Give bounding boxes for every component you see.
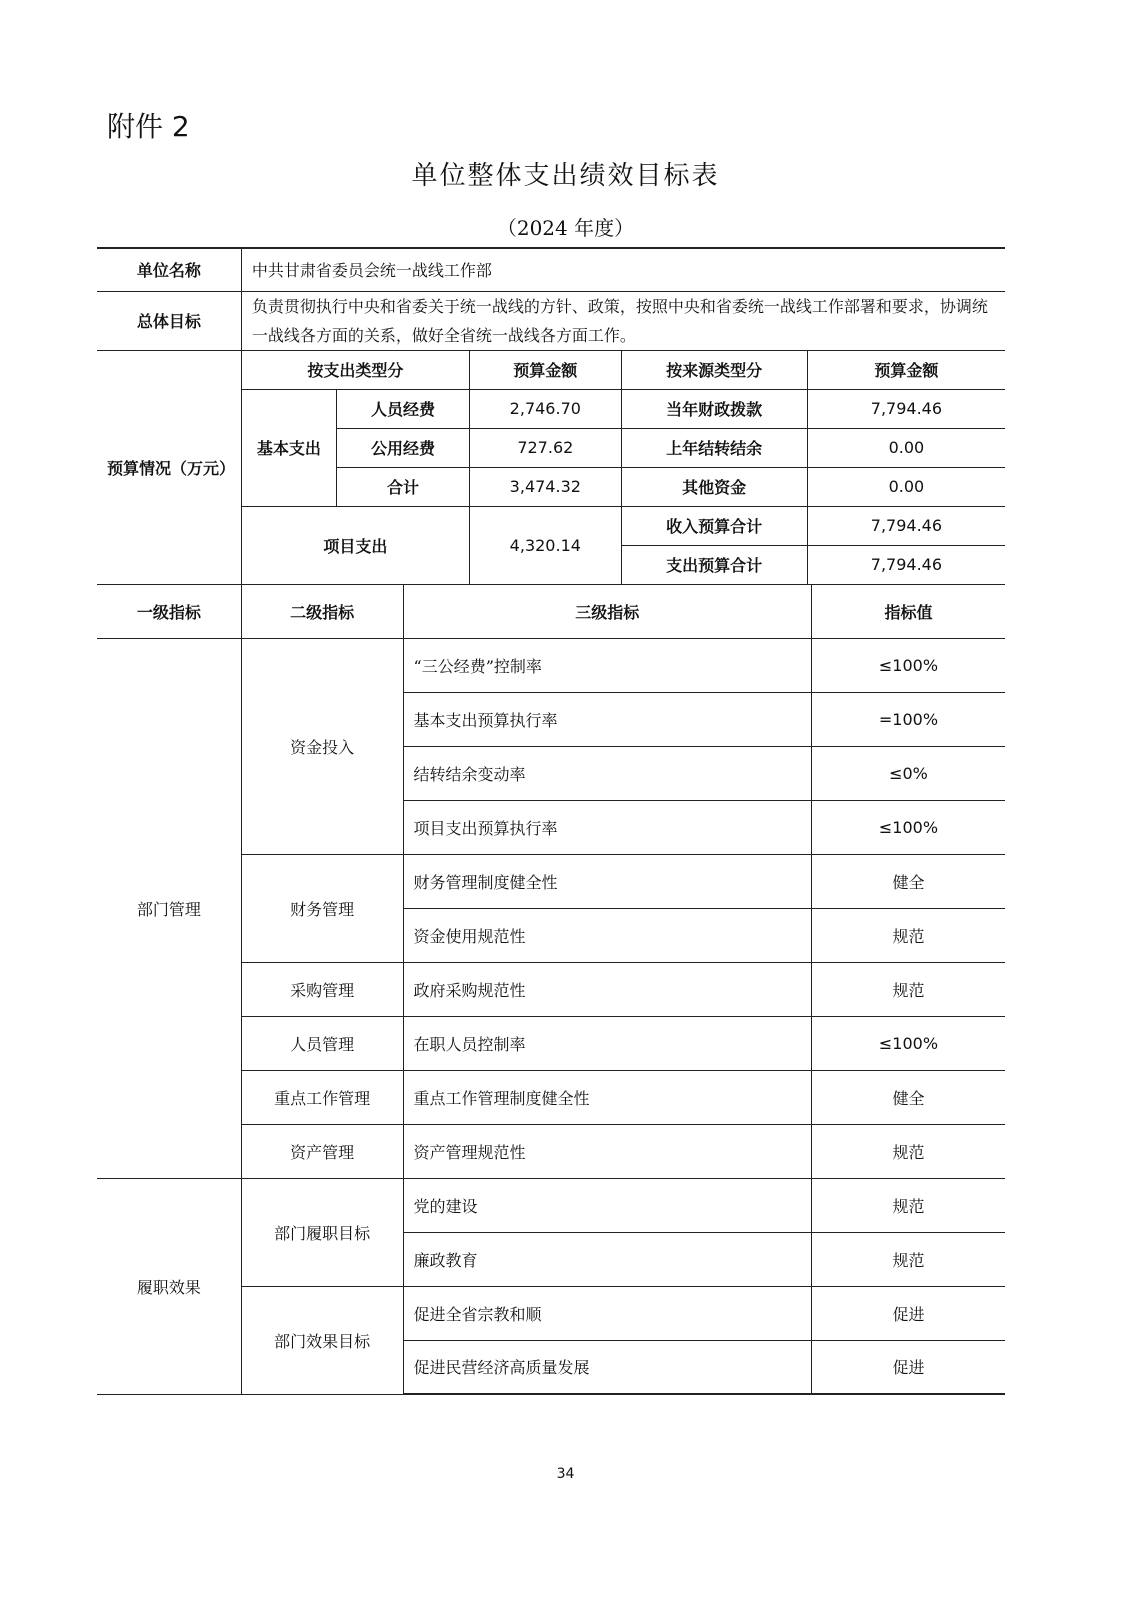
unit-label: 单位名称 — [97, 248, 241, 291]
budget-header-type: 按支出类型分 — [241, 350, 469, 389]
level2-duty: 部门履职目标 — [241, 1178, 403, 1286]
level2-keywork: 重点工作管理 — [241, 1070, 403, 1124]
page-title: 单位整体支出绩效目标表 — [411, 161, 720, 191]
budget-source-amount: 0.00 — [807, 467, 1005, 506]
page-number: 34 — [556, 1466, 575, 1482]
level2-assets: 资产管理 — [241, 1124, 403, 1178]
indicator-value: ≤0% — [811, 746, 1005, 800]
indicator-row — [97, 638, 1005, 692]
budget-source-name: 当年财政拨款 — [621, 389, 807, 428]
level3-name: 资金使用规范性 — [403, 908, 811, 962]
goal-value: 负责贯彻执行中央和省委关于统一战线的方针、政策，按照中央和省委统一战线工作部署和要求，协调统一战线各方面的关系，做好全省统一战线各方面工作。 — [241, 291, 1005, 350]
level3-name: 项目支出预算执行率 — [403, 800, 811, 854]
indicator-value: 促进 — [811, 1340, 1005, 1394]
project-expense-amount: 4,320.14 — [470, 506, 621, 584]
level1-perf: 履职效果 — [97, 1178, 241, 1394]
level3-name: 在职人员控制率 — [403, 1016, 811, 1070]
level3-name: “三公经费”控制率 — [403, 638, 811, 692]
budget-label: 预算情况（万元） — [97, 350, 241, 584]
header-level1: 一级指标 — [97, 584, 241, 638]
indicator-value: =100% — [811, 692, 1005, 746]
budget-source-amount: 0.00 — [807, 428, 1005, 467]
level2-effect: 部门效果目标 — [241, 1286, 403, 1394]
budget-item-name: 人员经费 — [337, 389, 470, 428]
level3-name: 廉政教育 — [403, 1232, 811, 1286]
indicator-value: 规范 — [811, 1232, 1005, 1286]
level2-finance: 财务管理 — [241, 854, 403, 962]
indicator-value: 规范 — [811, 908, 1005, 962]
level1-dept: 部门管理 — [97, 638, 241, 1178]
level2-funding: 资金投入 — [241, 638, 403, 854]
level3-name: 基本支出预算执行率 — [403, 692, 811, 746]
level3-name: 结转结余变动率 — [403, 746, 811, 800]
level3-name: 重点工作管理制度健全性 — [403, 1070, 811, 1124]
budget-header-row — [97, 350, 1005, 389]
level2-procurement: 采购管理 — [241, 962, 403, 1016]
unit-value: 中共甘肃省委员会统一战线工作部 — [241, 248, 1005, 291]
level3-name: 促进民营经济高质量发展 — [403, 1340, 811, 1394]
indicator-value: 规范 — [811, 1124, 1005, 1178]
header-level2: 二级指标 — [241, 584, 403, 638]
header-level3: 三级指标 — [403, 584, 811, 638]
level3-name: 财务管理制度健全性 — [403, 854, 811, 908]
attachment-label: 附件 2 — [107, 110, 190, 143]
expense-total-label: 支出预算合计 — [621, 545, 807, 584]
budget-source-amount: 7,794.46 — [807, 389, 1005, 428]
year-label: （2024 年度） — [496, 216, 635, 240]
expense-total-amount: 7,794.46 — [807, 545, 1005, 584]
level2-personnel: 人员管理 — [241, 1016, 403, 1070]
budget-header-amount2: 预算金额 — [807, 350, 1005, 389]
budget-source-name: 上年结转结余 — [621, 428, 807, 467]
indicator-value: 健全 — [811, 1070, 1005, 1124]
income-total-amount: 7,794.46 — [807, 506, 1005, 545]
header-value: 指标值 — [811, 584, 1005, 638]
budget-header-source: 按来源类型分 — [621, 350, 807, 389]
indicator-value: 健全 — [811, 854, 1005, 908]
goal-label: 总体目标 — [97, 291, 241, 350]
indicator-value: ≤100% — [811, 800, 1005, 854]
budget-item-amount: 3,474.32 — [470, 467, 621, 506]
basic-expense-label: 基本支出 — [241, 389, 336, 506]
indicator-value: 促进 — [811, 1286, 1005, 1340]
indicator-value: 规范 — [811, 1178, 1005, 1232]
indicator-value: ≤100% — [811, 638, 1005, 692]
budget-source-name: 其他资金 — [621, 467, 807, 506]
indicator-value: 规范 — [811, 962, 1005, 1016]
goal-row — [97, 291, 1005, 350]
performance-table — [97, 247, 1005, 1395]
budget-item-amount: 727.62 — [470, 428, 621, 467]
project-expense-label: 项目支出 — [241, 506, 469, 584]
indicator-row — [97, 1178, 1005, 1232]
budget-item-name: 合计 — [337, 467, 470, 506]
budget-header-amount: 预算金额 — [470, 350, 621, 389]
indicator-header-row — [97, 584, 1005, 638]
indicator-value: ≤100% — [811, 1016, 1005, 1070]
level3-name: 党的建设 — [403, 1178, 811, 1232]
level3-name: 促进全省宗教和顺 — [403, 1286, 811, 1340]
budget-item-name: 公用经费 — [337, 428, 470, 467]
unit-row — [97, 248, 1005, 291]
income-total-label: 收入预算合计 — [621, 506, 807, 545]
budget-item-amount: 2,746.70 — [470, 389, 621, 428]
level3-name: 政府采购规范性 — [403, 962, 811, 1016]
level3-name: 资产管理规范性 — [403, 1124, 811, 1178]
